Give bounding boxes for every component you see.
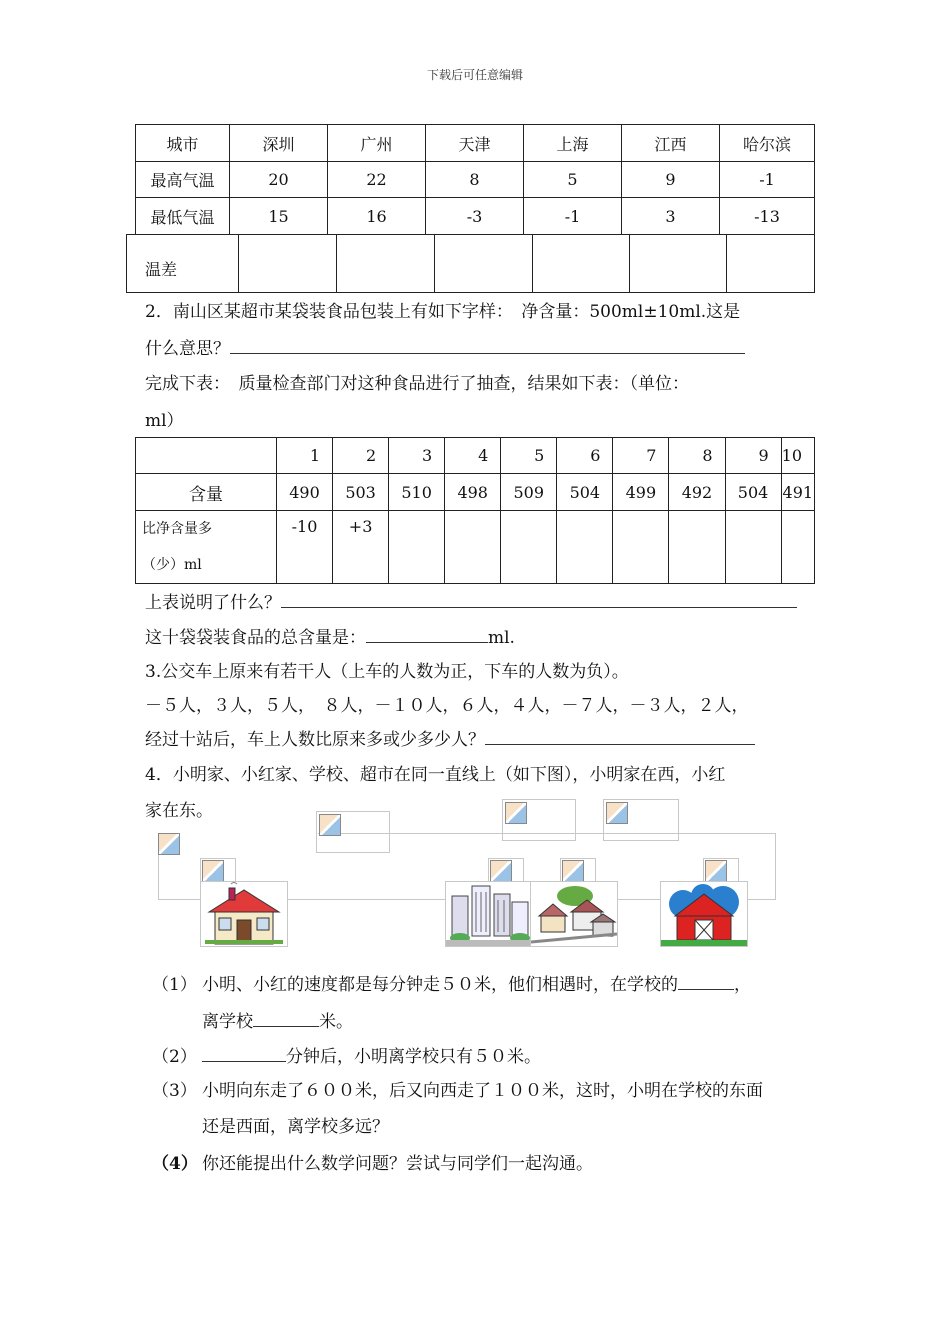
table-cell: 1 — [277, 438, 333, 474]
table-cell: 3 — [622, 198, 720, 235]
diff-input-cell[interactable] — [435, 235, 533, 293]
table-cell: 490 — [277, 474, 333, 511]
table-cell: 6 — [557, 438, 613, 474]
table-cell: 8 — [669, 438, 725, 474]
table-cell: 498 — [445, 474, 501, 511]
table-cell: 499 — [613, 474, 669, 511]
table-cell: 深圳 — [230, 125, 328, 162]
table-cell: 16 — [328, 198, 426, 235]
answer-blank[interactable] — [678, 973, 734, 990]
table-cell: 491 — [781, 474, 814, 511]
q2-line2 — [145, 334, 745, 359]
label-box — [200, 858, 236, 882]
table-cell — [136, 438, 277, 474]
table-cell: 5 — [524, 162, 622, 198]
table-cell: -10 — [277, 511, 333, 584]
table-cell: 4 — [445, 438, 501, 474]
table-cell: 22 — [328, 162, 426, 198]
sub2-num: （2） — [152, 1047, 197, 1067]
table-cell: -1 — [720, 162, 815, 198]
diff-input-cell[interactable] — [557, 511, 613, 584]
table-cell: 9 — [725, 438, 781, 474]
connector-line — [158, 850, 161, 900]
diff-label-line1: 比净含量多 — [142, 521, 212, 537]
diff-input-cell[interactable] — [239, 235, 337, 293]
table-cell: 20 — [230, 162, 328, 198]
table-cell: 5 — [501, 438, 557, 474]
sub3-line1: 小明向东走了６００米，后又向西走了１００米，这时，小明在学校的东面 — [202, 1081, 763, 1101]
table-row — [136, 162, 815, 198]
answer-blank[interactable] — [281, 591, 797, 608]
diff-input-cell[interactable] — [781, 511, 814, 584]
content-table — [135, 437, 815, 584]
table-cell: 哈尔滨 — [720, 125, 815, 162]
xiaohong-house-icon — [660, 881, 748, 947]
label-box — [316, 811, 390, 853]
diff-input-cell[interactable] — [501, 511, 557, 584]
answer-blank[interactable] — [202, 1045, 286, 1062]
sub1-line2 — [202, 1007, 353, 1032]
table-cell: 9 — [622, 162, 720, 198]
table-cell: 广州 — [328, 125, 426, 162]
diff-label: 温差 — [127, 235, 239, 293]
table-cell: 3 — [389, 438, 445, 474]
total-blank[interactable] — [366, 626, 488, 643]
sub1-text2: 离学校 — [202, 1012, 253, 1032]
diff-input-cell[interactable] — [337, 235, 435, 293]
sub1-line1 — [202, 970, 751, 995]
table-cell: 8 — [426, 162, 524, 198]
diff-input-cell[interactable] — [533, 235, 630, 293]
q3-line2: －５人，３人，５人， ８人，－１０人，６人，４人，－７人，－３人，２人， — [145, 696, 749, 716]
diff-input-cell[interactable] — [613, 511, 669, 584]
total-prefix: 这十袋袋装食品的总含量是： — [145, 628, 366, 648]
table-cell: 492 — [669, 474, 725, 511]
q4-line1: 4．小明家、小红家、学校、超市在同一直线上（如下图），小明家在西，小红 — [145, 765, 726, 785]
diff-input-cell[interactable] — [389, 511, 445, 584]
table-row — [136, 511, 815, 584]
diff-input-cell[interactable] — [727, 235, 815, 293]
diff-input-cell[interactable] — [725, 511, 781, 584]
table-cell: 504 — [725, 474, 781, 511]
table-cell: -13 — [720, 198, 815, 235]
table-cell: -3 — [426, 198, 524, 235]
table-row — [127, 235, 815, 293]
table-cell: 7 — [613, 438, 669, 474]
q2-line1: 2．南山区某超市某袋装食品包装上有如下字样： 净含量：500ml±10ml.这是 — [145, 302, 741, 322]
q2-question: 什么意思？ — [145, 339, 230, 359]
table-row — [136, 125, 815, 162]
location-diagram — [150, 795, 800, 950]
label-box — [560, 858, 596, 882]
diff-label-cell — [136, 511, 277, 584]
diff-input-cell[interactable] — [630, 235, 727, 293]
table-cell: 10 — [781, 438, 814, 474]
table-cell: 503 — [333, 474, 389, 511]
diff-label-line2: （少）ml — [142, 557, 202, 573]
table-cell: -1 — [524, 198, 622, 235]
sub2-line — [202, 1042, 541, 1067]
diff-input-cell[interactable] — [445, 511, 501, 584]
table-cell: 天津 — [426, 125, 524, 162]
answer-blank[interactable] — [485, 728, 755, 745]
table-row — [136, 474, 815, 511]
sub3-line2: 还是西面，离学校多远？ — [202, 1117, 389, 1137]
total-line — [145, 623, 515, 648]
sub3-num: （3） — [152, 1081, 197, 1101]
total-suffix: ml. — [488, 628, 515, 648]
q4-line2: 家在东。 — [145, 801, 213, 821]
answer-blank[interactable] — [253, 1010, 319, 1027]
label-box — [502, 799, 576, 841]
xiaoming-house-icon — [200, 881, 288, 947]
image-placeholder-icon — [158, 833, 180, 855]
sub4-num: （4） — [152, 1154, 198, 1174]
page-header: 下载后可任意编辑 — [426, 68, 523, 82]
sub1-num: （1） — [152, 975, 197, 995]
q-meaning: 上表说明了什么？ — [145, 593, 281, 613]
q2-line3: 完成下表： 质量检查部门对这种食品进行了抽查，结果如下表：（单位： — [145, 374, 689, 394]
label-box — [703, 858, 739, 882]
q3-line1: 3.公交车上原来有若干人（上车的人数为正，下车的人数为负）。 — [145, 662, 629, 682]
q2-line4: ml） — [145, 411, 184, 431]
diff-input-cell[interactable] — [669, 511, 725, 584]
q-meaning-line — [145, 588, 797, 613]
table-cell: 最低气温 — [136, 198, 230, 235]
connector-line — [775, 833, 776, 899]
table-cell: 509 — [501, 474, 557, 511]
table-cell: 510 — [389, 474, 445, 511]
table-cell: +3 — [333, 511, 389, 584]
table-row — [136, 198, 815, 235]
sub2-text: 分钟后，小明离学校只有５０米。 — [286, 1047, 541, 1067]
table-cell: 504 — [557, 474, 613, 511]
table-row — [136, 438, 815, 474]
content-label: 含量 — [136, 474, 277, 511]
label-box — [603, 799, 679, 841]
sub1-text: 小明、小红的速度都是每分钟走５０米，他们相遇时，在学校的 — [202, 975, 678, 995]
sub4-line: 你还能提出什么数学问题？尝试与同学们一起沟通。 — [202, 1154, 593, 1174]
q3-question: 经过十站后，车上人数比原来多或少多少人？ — [145, 730, 485, 750]
table-cell: 上海 — [524, 125, 622, 162]
temperature-diff-row — [126, 234, 815, 293]
sub1-comma: ， — [734, 975, 751, 995]
table-cell: 江西 — [622, 125, 720, 162]
q3-line3 — [145, 725, 755, 750]
table-cell: 2 — [333, 438, 389, 474]
label-box — [488, 858, 524, 882]
table-cell: 15 — [230, 198, 328, 235]
table-cell: 城市 — [136, 125, 230, 162]
supermarket-icon — [530, 881, 618, 947]
temperature-table — [135, 124, 815, 235]
table-cell: 最高气温 — [136, 162, 230, 198]
school-icon — [445, 881, 535, 947]
sub1-text3: 米。 — [319, 1012, 353, 1032]
answer-blank[interactable] — [230, 337, 745, 354]
